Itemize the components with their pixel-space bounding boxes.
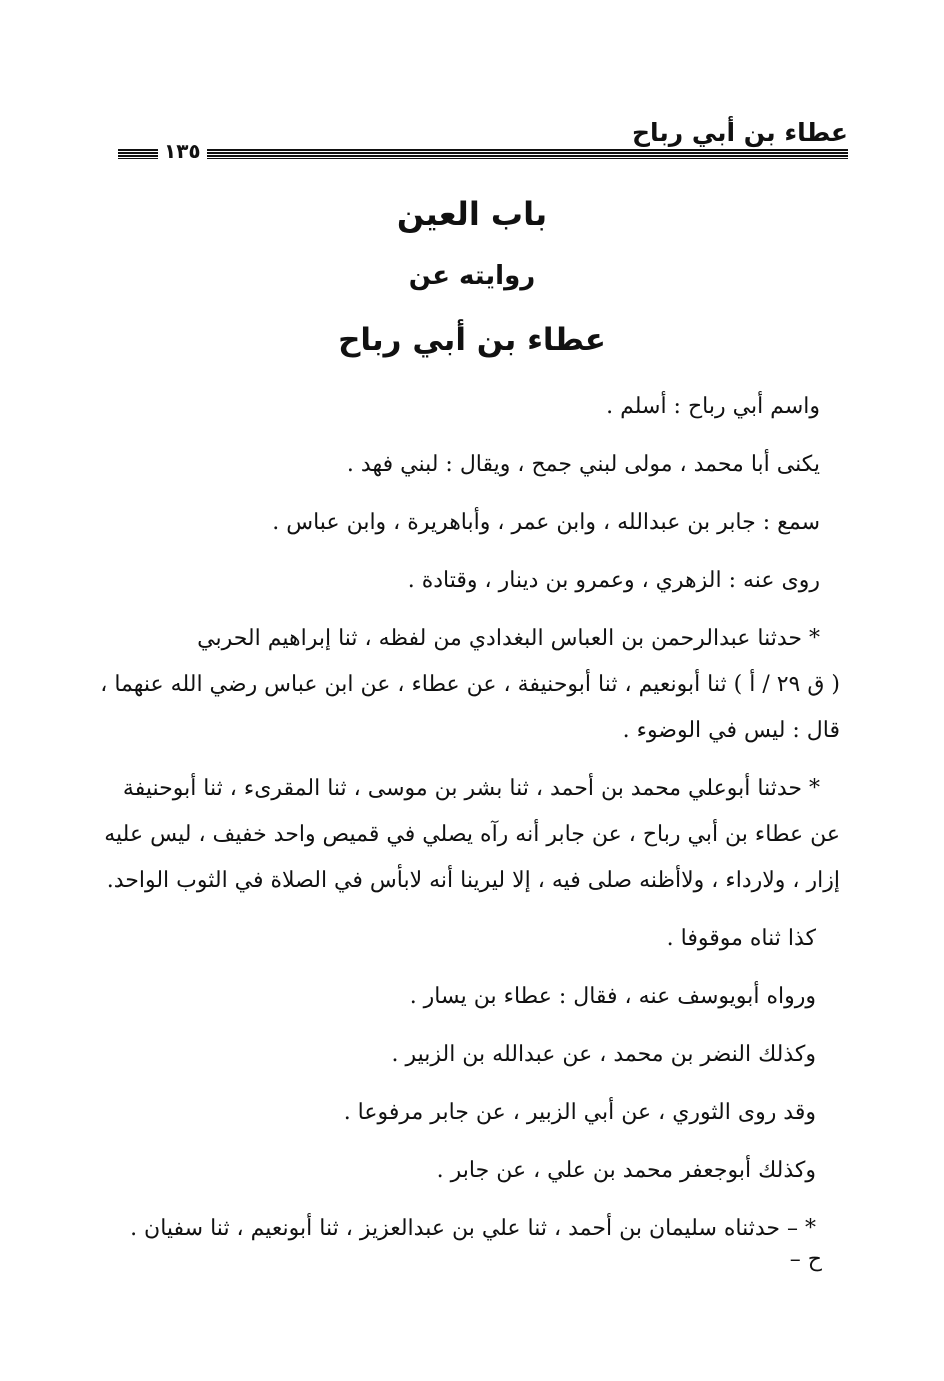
hadith-paragraph-2 [104, 766, 840, 904]
body-text [100, 384, 840, 1264]
intro-line: روى عنه : الزهري ، وعمرو بن دينار ، وقتادة . [407, 568, 820, 593]
hadith-line: عن عطاء بن أبي رباح ، عن جابر أنه رآه يصلي في قميص واحد خفيف ، ليس عليه [104, 822, 840, 847]
note-line: كذا ثناه موقوفا . [666, 926, 816, 951]
hadith-line: إزار ، ولارداء ، ولاأظنه صلى فيه ، إلا ليرينا أنه لابأس في الصلاة في الثوب الواحد. [106, 868, 840, 893]
chapter-heading: باب العين [396, 195, 548, 233]
note-line: * – حدثناه سليمان بن أحمد ، ثنا علي بن عبدالعزيز ، ثنا أبونعيم ، ثنا سفيان . [130, 1216, 816, 1241]
narrator-name-heading: عطاء بن أبي رباح [338, 322, 606, 358]
note-line: وكذلك النضر بن محمد ، عن عبدالله بن الزبير . [391, 1042, 816, 1067]
intro-line: يكنى أبا محمد ، مولى لبني جمح ، ويقال : لبني فهد . [346, 452, 820, 477]
page-number: ١٣٥ [158, 141, 207, 161]
running-header [118, 118, 848, 168]
section-subtitle: روايته عن [408, 261, 536, 291]
header-rule-stub [118, 149, 158, 159]
hadith-line: قال : ليس في الوضوء . [622, 718, 840, 743]
header-rule [118, 139, 848, 163]
notes-block [110, 916, 840, 1264]
hadith-line: * حدثنا عبدالرحمن بن العباس البغدادي من لفظه ، ثنا إبراهيم الحربي [197, 626, 820, 651]
note-line: وقد روى الثوري ، عن أبي الزبير ، عن جابر مرفوعا . [343, 1100, 816, 1125]
continuation-marker: ح – [789, 1247, 822, 1272]
intro-block [110, 384, 840, 616]
note-line: وكذلك أبوجعفر محمد بن علي ، عن جابر . [436, 1158, 816, 1183]
running-title: عطاء بن أبي رباح [631, 118, 848, 147]
hadith-line: * حدثنا أبوعلي محمد بن أحمد ، ثنا بشر بن موسى ، ثنا المقرىء ، ثنا أبوحنيفة [122, 776, 820, 801]
hadith-line: ( ق ٢٩ / أ ) ثنا أبونعيم ، ثنا أبوحنيفة ، عن عطاء ، عن ابن عباس رضي الله عنهما ، [100, 672, 840, 697]
hadith-paragraph-1 [100, 616, 840, 754]
intro-line: سمع : جابر بن عبدالله ، وابن عمر ، وأباهريرة ، وابن عباس . [272, 510, 820, 535]
intro-line: واسم أبي رباح : أسلم . [606, 394, 820, 419]
header-rule-line [207, 149, 848, 159]
note-line: ورواه أبويوسف عنه ، فقال : عطاء بن يسار . [409, 984, 816, 1009]
